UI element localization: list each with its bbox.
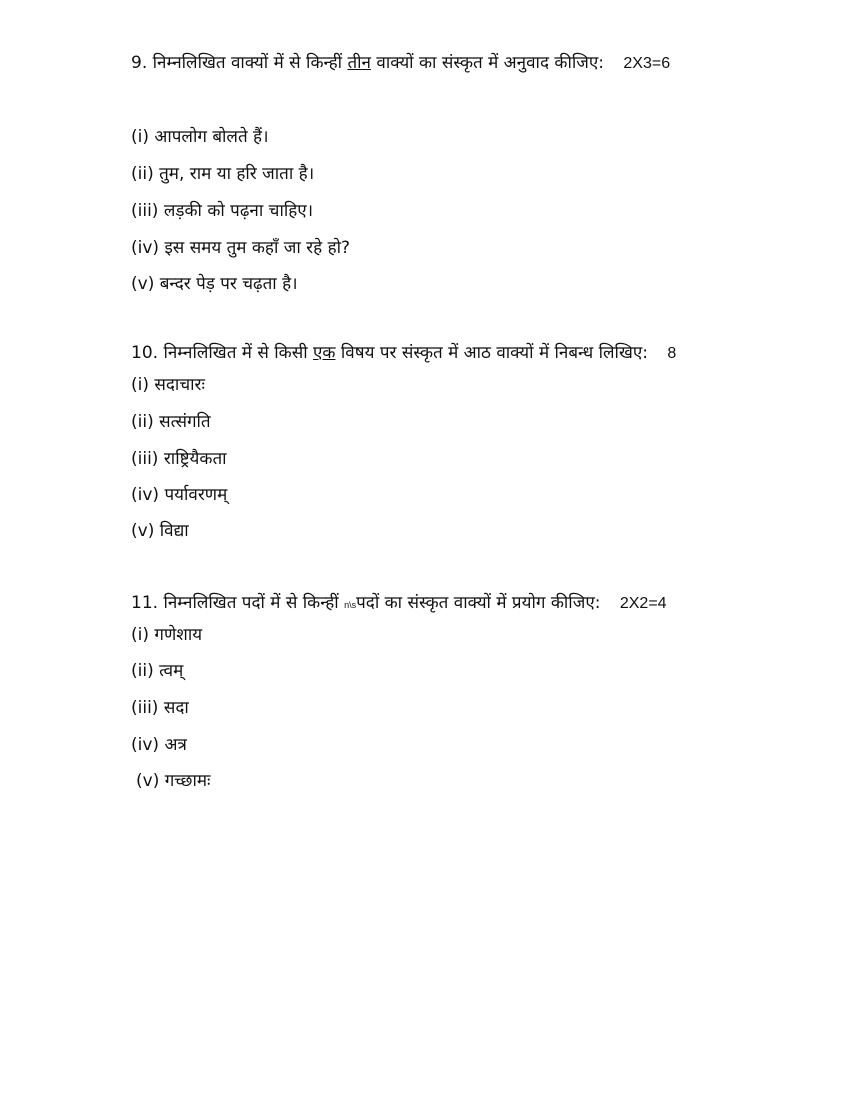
q11-item-2: (ii) त्वम्	[131, 661, 184, 681]
q10-item-5: (v) विद्या	[131, 521, 189, 541]
question-text: निम्नलिखित पदों में से किन्हीं	[163, 593, 339, 613]
marks: 2X3=6	[623, 55, 671, 72]
emphasis-underlined: एक	[313, 343, 336, 363]
q9-item-2: (ii) तुम, राम या हरि जाता है।	[131, 164, 315, 184]
q9-item-3: (iii) लड़की को पढ़ना चाहिए।	[131, 201, 314, 221]
stray-mark: n\s	[344, 600, 357, 610]
question-text: निम्नलिखित वाक्यों में से किन्हीं	[152, 53, 343, 73]
q9-item-4: (iv) इस समय तुम कहाँ जा रहे हो?	[131, 238, 351, 258]
question-9-heading	[131, 52, 670, 75]
q11-item-4: (iv) अत्र	[131, 735, 187, 755]
q10-item-3: (iii) राष्ट्रियैकता	[131, 449, 227, 469]
question-text-cont: वाक्यों का संस्कृत में अनुवाद कीजिए:	[376, 53, 604, 73]
question-number: 9.	[131, 53, 148, 73]
question-text: निम्नलिखित में से किसी	[163, 343, 308, 363]
question-text-cont: पदों का संस्कृत वाक्यों में प्रयोग कीजिए:	[356, 593, 601, 613]
marks: 2X2=4	[619, 595, 667, 612]
q10-item-2: (ii) सत्संगति	[131, 412, 211, 432]
q9-item-5: (v) बन्दर पेड़ पर चढ़ता है।	[131, 274, 298, 294]
q9-item-1: (i) आपलोग बोलते हैं।	[131, 127, 269, 147]
q10-item-1: (i) सदाचारः	[131, 375, 205, 395]
q11-item-1: (i) गणेशाय	[131, 625, 203, 645]
q10-item-4: (iv) पर्यावरणम्	[131, 485, 228, 505]
emphasis-underlined: तीन	[347, 53, 371, 73]
question-number: 10.	[131, 343, 159, 363]
question-number: 11.	[131, 593, 159, 613]
marks: 8	[667, 345, 677, 362]
question-text-cont: विषय पर संस्कृत में आठ वाक्यों में निबन्ध लिखिए:	[340, 343, 648, 363]
question-10-heading	[131, 342, 676, 365]
question-11-heading	[131, 592, 667, 616]
q11-item-5: (v) गच्छामः	[136, 771, 211, 791]
q11-item-3: (iii) सदा	[131, 698, 189, 718]
